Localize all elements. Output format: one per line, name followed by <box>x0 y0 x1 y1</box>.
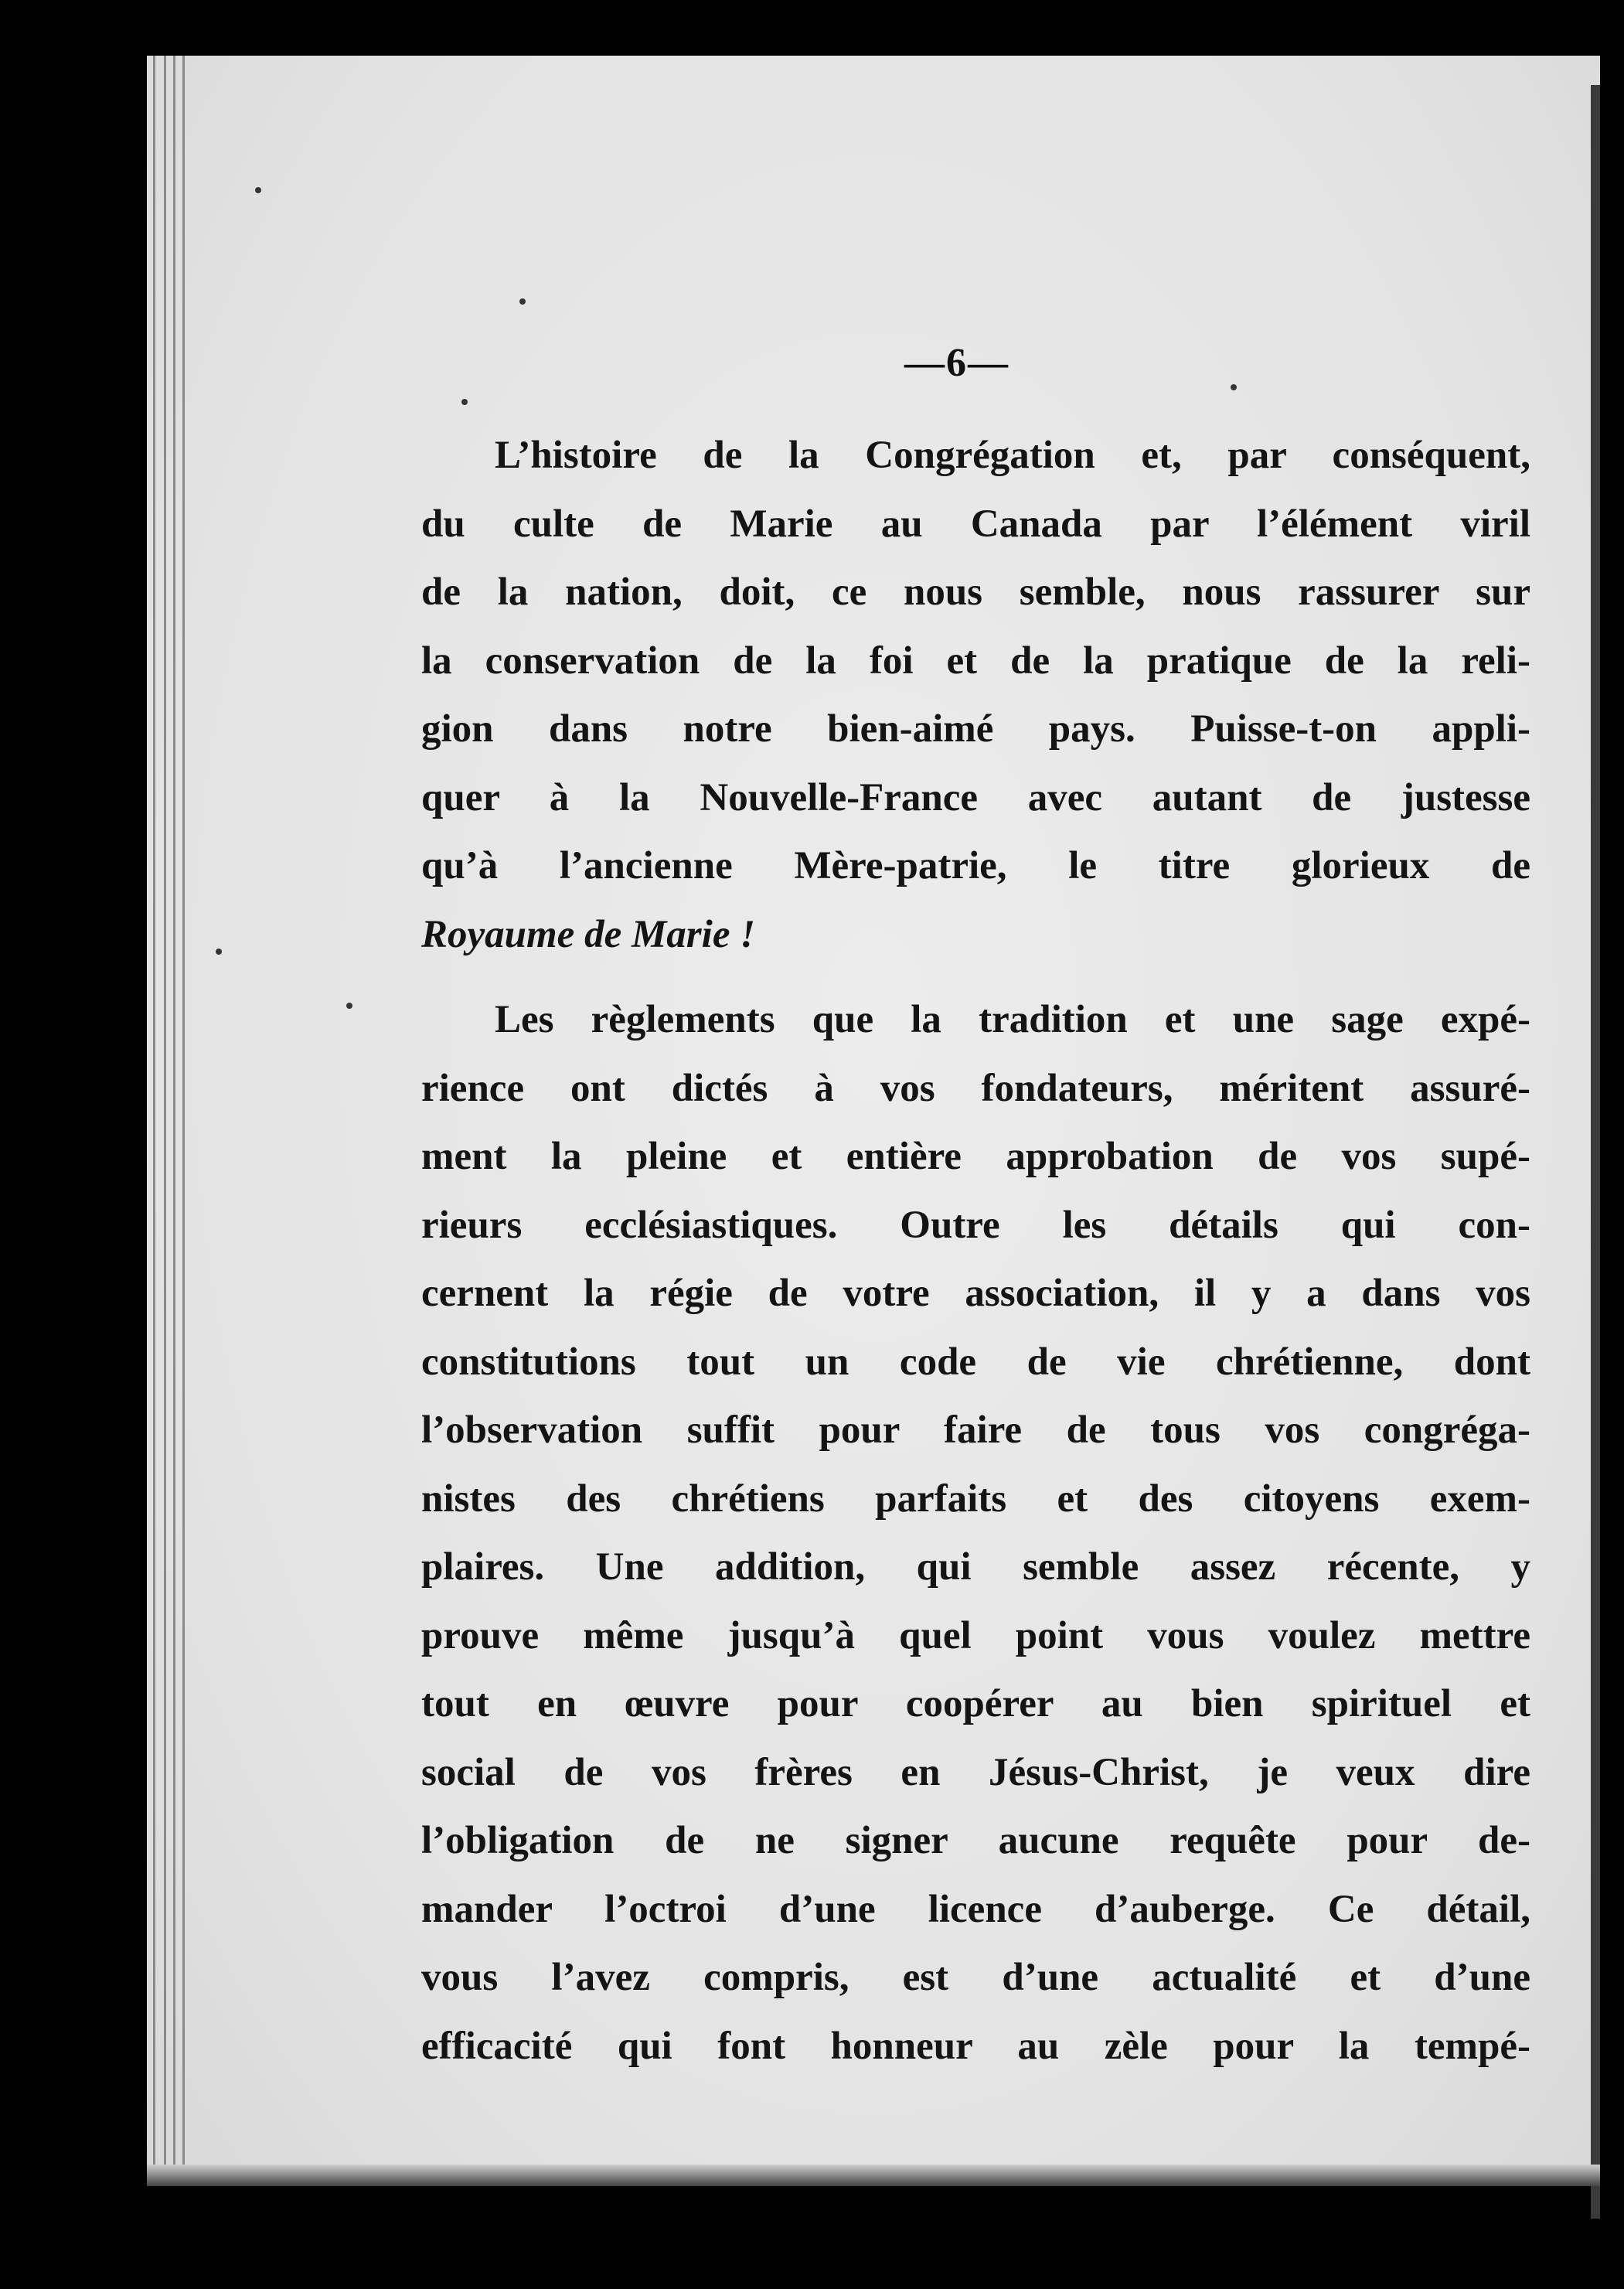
text-line: plaires. Une addition, qui semble assez récente, y <box>421 1545 1530 1589</box>
text-line: cernent la régie de votre association, il y a dans vos <box>421 1272 1530 1315</box>
text-line: du culte de Marie au Canada par l’élément viril <box>421 502 1530 546</box>
text-line: ment la pleine et entière approbation de vos supé- <box>421 1135 1530 1178</box>
page-stack-edge <box>164 56 166 2185</box>
dust-speck <box>216 949 222 955</box>
text-line: tout en œuvre pour coopérer au bien spirituel et <box>421 1682 1530 1725</box>
text-line: L’histoire de la Congrégation et, par conséquent, <box>495 434 1530 477</box>
text-line-italic <box>421 901 1530 969</box>
italic-phrase: Royaume de Marie ! <box>421 912 756 956</box>
text-line: qu’à l’ancienne Mère-patrie, le titre glorieux de <box>421 844 1530 887</box>
text-line: l’observation suffit pour faire de tous vos congréga- <box>421 1408 1530 1452</box>
text-line: gion dans notre bien-aimé pays. Puisse-t-on appli- <box>421 707 1530 751</box>
text-line: de la nation, doit, ce nous semble, nous rassurer sur <box>421 571 1530 614</box>
page-stack-edge <box>153 56 155 2185</box>
text-line: la conservation de la foi et de la pratique de la reli- <box>421 639 1530 683</box>
dust-speck <box>255 187 261 193</box>
paragraph <box>421 421 1530 969</box>
text-line: prouve même jusqu’à quel point vous voulez mettre <box>421 1613 1530 1657</box>
dust-speck <box>519 298 526 305</box>
page-stack-edge <box>182 56 185 2185</box>
text-line: constitutions tout un code de vie chrétienne, dont <box>421 1340 1530 1384</box>
text-line: efficacité qui font honneur au zèle pour la tempé- <box>421 2024 1530 2068</box>
page-stack-edge <box>173 56 175 2185</box>
dust-speck <box>1231 384 1237 390</box>
page-number: —6— <box>904 341 1009 385</box>
dust-speck <box>346 1003 352 1009</box>
paragraph <box>421 986 1530 2080</box>
page-right-edge-shadow <box>1591 85 1600 2219</box>
dust-speck <box>461 399 468 405</box>
text-line: Les règlements que la tradition et une sage expé- <box>495 998 1530 1041</box>
text-line: rieurs ecclésiastiques. Outre les détails qui con- <box>421 1203 1530 1247</box>
text-line: vous l’avez compris, est d’une actualité et d’une <box>421 1956 1530 1999</box>
text-line: social de vos frères en Jésus-Christ, je veux dire <box>421 1750 1530 1794</box>
text-line: rience ont dictés à vos fondateurs, méritent assuré- <box>421 1066 1530 1110</box>
text-line: quer à la Nouvelle-France avec autant de justesse <box>421 775 1530 819</box>
page-bottom-shadow <box>147 2165 1600 2186</box>
text-line: mander l’octroi d’une licence d’auberge. Ce détail, <box>421 1887 1530 1931</box>
body-text <box>421 421 1530 2080</box>
text-line: nistes des chrétiens parfaits et des citoyens exem- <box>421 1477 1530 1521</box>
text-line: l’obligation de ne signer aucune requête pour de- <box>421 1819 1530 1862</box>
